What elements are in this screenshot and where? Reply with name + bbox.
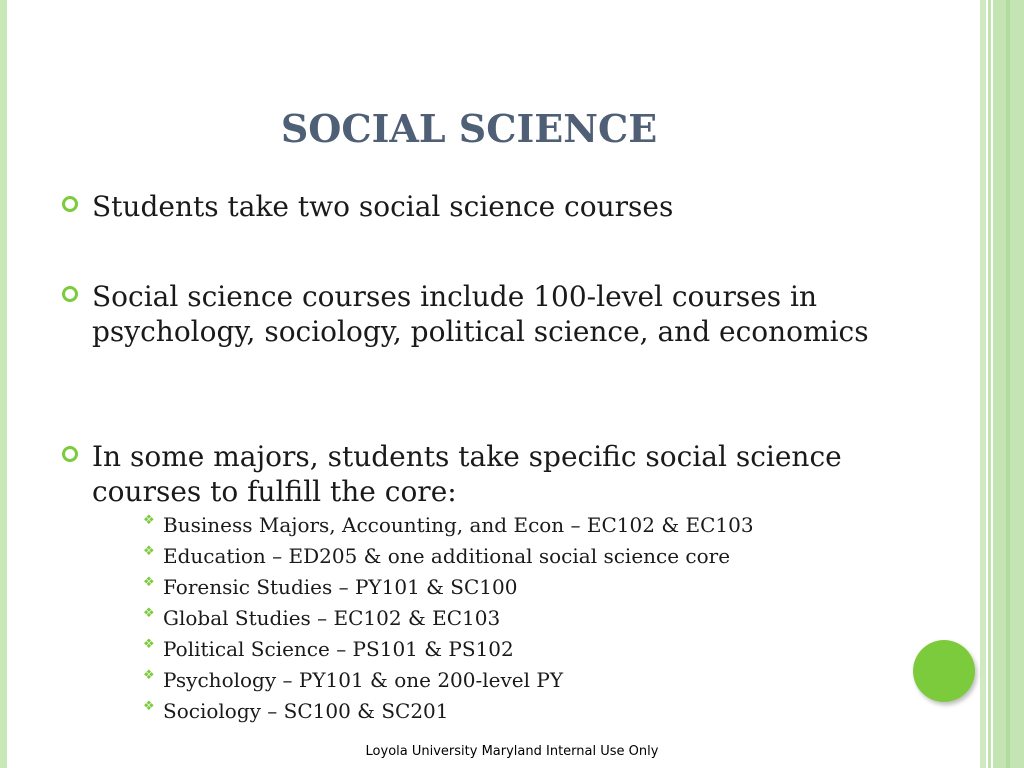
sub-bullet-text: Forensic Studies – PY101 & SC100 (163, 575, 518, 599)
bullet-text: In some majors, students take specific social science courses to fulfill the core: (92, 440, 842, 508)
sub-bullet-text: Education – ED205 & one additional social science core (163, 544, 731, 568)
four-diamond-bullet-icon: ❖ (143, 513, 155, 528)
hollow-circle-bullet-icon (62, 286, 78, 302)
sub-bullet-text: Global Studies – EC102 & EC103 (163, 606, 501, 630)
sub-bullet-item (143, 603, 903, 634)
four-diamond-bullet-icon: ❖ (143, 575, 155, 590)
footer-text: Loyola University Maryland Internal Use Only (365, 744, 659, 759)
sub-bullet-text: Business Majors, Accounting, and Econ – EC102 & EC103 (163, 513, 754, 537)
right-stripe (988, 0, 991, 768)
four-diamond-bullet-icon: ❖ (143, 699, 155, 714)
sub-bullet-list (143, 510, 903, 727)
sub-bullet-item (143, 696, 903, 727)
right-stripe (980, 0, 986, 768)
four-diamond-bullet-icon: ❖ (143, 544, 155, 559)
sub-bullet-item (143, 665, 903, 696)
green-circle-decoration (913, 640, 975, 702)
four-diamond-bullet-icon: ❖ (143, 606, 155, 621)
bullet-text: Social science courses include 100-level courses in psychology, sociology, political science, and economics (92, 280, 869, 348)
hollow-circle-bullet-icon (62, 446, 78, 462)
sub-bullet-text: Political Science – PS101 & PS102 (163, 637, 514, 661)
bullet-text: Students take two social science courses (92, 190, 674, 223)
right-stripe (1006, 0, 1010, 768)
four-diamond-bullet-icon: ❖ (143, 668, 155, 683)
hollow-circle-bullet-icon (62, 196, 78, 212)
four-diamond-bullet-icon: ❖ (143, 637, 155, 652)
slide-title: SOCIAL SCIENCE (280, 106, 658, 151)
sub-bullet-item (143, 510, 903, 541)
sub-bullet-item (143, 541, 903, 572)
sub-bullet-text: Psychology – PY101 & one 200-level PY (163, 668, 564, 692)
sub-bullet-text: Sociology – SC100 & SC201 (163, 699, 449, 723)
sub-bullet-item (143, 572, 903, 603)
right-border-stripes (980, 0, 1024, 768)
sub-bullet-item (143, 634, 903, 665)
